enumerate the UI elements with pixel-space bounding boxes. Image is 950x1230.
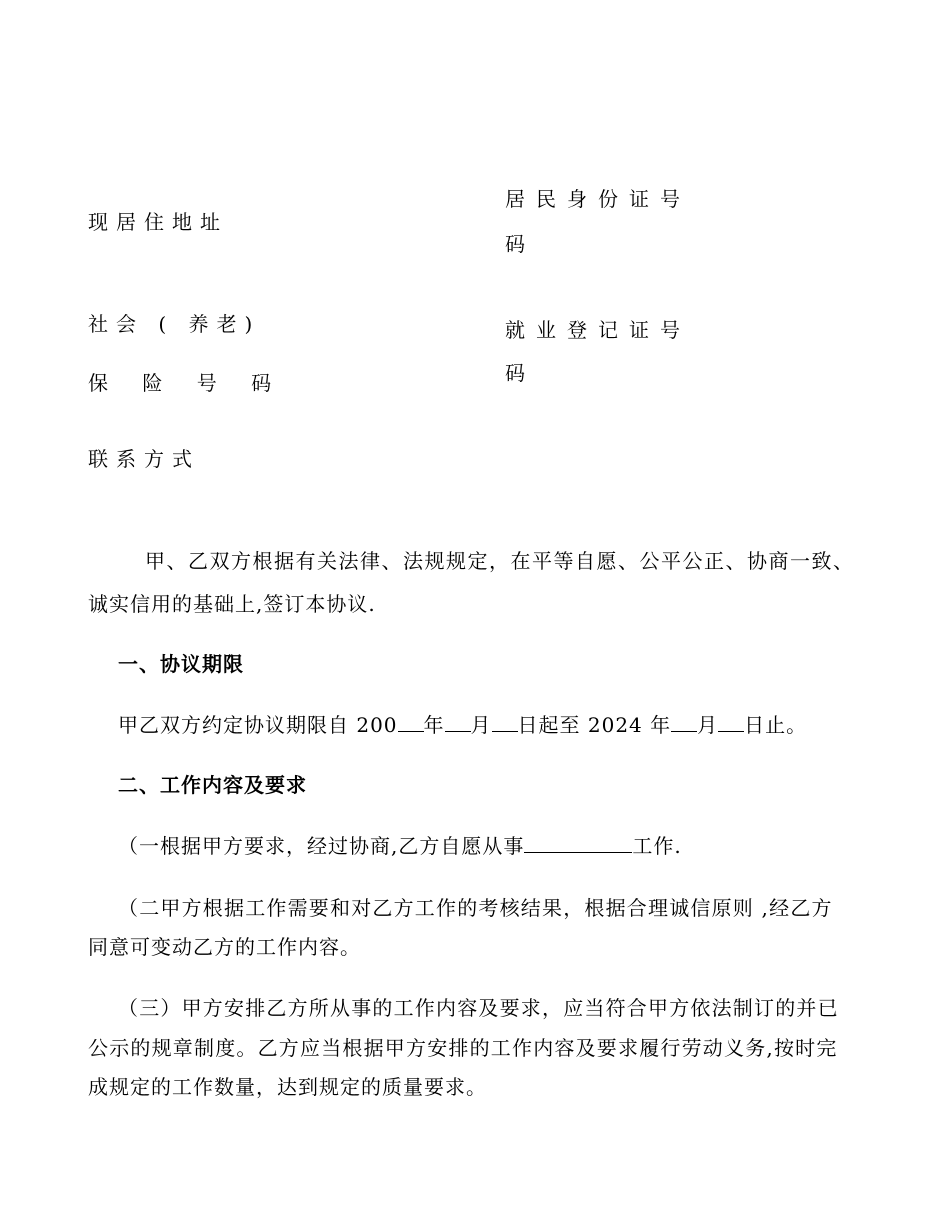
term-end-month-word: 月 (697, 713, 719, 737)
intro-line1: 甲、乙双方根据有关法律、法规规定，在平等自愿、公平公正、协商一致、 (145, 549, 855, 573)
section1-term-line (118, 712, 807, 738)
section2-item3-line3: 成规定的工作数量，达到规定的质量要求。 (88, 1075, 487, 1099)
social-insurance-label-line1: 社会 ( 养老) (88, 312, 261, 336)
start-day-blank (492, 713, 518, 732)
section2-item3-line1: （三）甲方安排乙方所从事的工作内容及要求，应当符合甲方依法制订的并已 (118, 996, 839, 1020)
term-day-to-year: 日起至 2024 年 (517, 713, 672, 737)
term-text-start: 甲乙双方约定协议期限自 200 (118, 713, 398, 737)
end-month-blank (671, 713, 697, 732)
address-label: 现居住地址 (88, 210, 228, 234)
end-day-blank (718, 713, 744, 732)
section1-heading: 一、协议期限 (118, 652, 244, 676)
id-number-label-line2: 码 (505, 232, 525, 256)
item1-end: 工作. (632, 834, 682, 858)
term-end-day-word: 日止。 (744, 713, 808, 737)
section2-heading: 二、工作内容及要求 (118, 773, 307, 797)
section2-item2-line2: 同意可变动乙方的工作内容。 (88, 935, 361, 959)
employment-registration-label-line2: 码 (505, 361, 525, 385)
term-year-word: 年 (423, 713, 445, 737)
section2-item3-line2: 公示的规章制度。乙方应当根据甲方安排的工作内容及要求履行劳动义务,按时完 (88, 1036, 838, 1060)
term-month-word: 月 (470, 713, 492, 737)
employment-registration-label-line1: 就业登记证号 (505, 318, 691, 342)
start-year-blank (398, 713, 424, 732)
start-month-blank (445, 713, 471, 732)
id-number-label-line1: 居民身份证号 (505, 187, 691, 211)
job-type-blank (524, 834, 632, 853)
section2-item2-line1: （二甲方根据工作需要和对乙方工作的考核结果，根据合理诚信原则 ,经乙方 (118, 896, 833, 920)
intro-line2: 诚实信用的基础上,签订本协议. (88, 592, 376, 616)
contact-label: 联系方式 (88, 447, 200, 471)
item1-text: （一根据甲方要求，经过协商,乙方自愿从事 (118, 834, 525, 858)
section2-item1 (118, 833, 682, 859)
social-insurance-label-line2: 保 险 号 码 (88, 371, 286, 395)
